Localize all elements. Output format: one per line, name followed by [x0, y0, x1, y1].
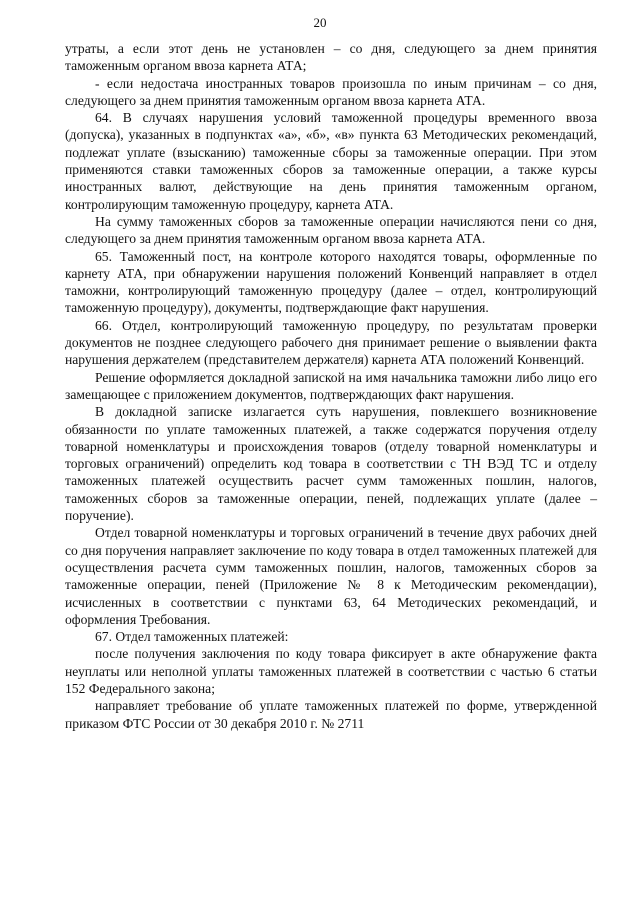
paragraph: Отдел товарной номенклатуры и торговых ограничений в течение двух рабочих дней со дня поручения направляет заключение по коду товара в отдел таможенных платежей для осуществления расчета сумм таможенных пошлин, налогов, таможенных сборов за таможенные операции, пеней (Приложение № 8 к Методическим рекомендации), исчисленных в соответствии с пунктами 63, 64 Методических рекомендаций, и оформления Требования.	[65, 525, 597, 627]
paragraph: 65. Таможенный пост, на контроле которого находятся товары, оформленные по карнету АТА, при обнаружении нарушения положений Конвенций направляет в отдел таможни, контролирующий таможенную процедуру (далее – отдел, контролирующий таможенную процедуру), документы, подтверждающие факт нарушения.	[65, 248, 597, 316]
paragraph: На сумму таможенных сборов за таможенные операции начисляются пени со дня, следующего за днем принятия таможенным органом ввоза карнета АТА.	[65, 213, 597, 247]
paragraph: направляет требование об уплате таможенных платежей по форме, утвержденной приказом ФТС России от 30 декабря 2010 г. № 2711	[65, 698, 597, 731]
page-number: 20	[313, 15, 327, 30]
paragraph: утраты, а если этот день не установлен – со дня, следующего за днем принятия таможенным органом ввоза карнета АТА;	[65, 41, 597, 74]
paragraph: 64. В случаях нарушения условий таможенной процедуры временного ввоза (допуска), указанных в подпунктах «а», «б», «в» пункта 63 Методических рекомендаций, подлежат уплате (взысканию) таможенные сборы за таможенные операции. При этом применяются ставки таможенных сборов за таможенные операции, а также курсы иностранных валют, действующие на день принятия таможенным органом, контролирующим таможенную процедуру, карнета АТА.	[65, 110, 597, 212]
paragraph: В докладной записке излагается суть нарушения, повлекшего возникновение обязанности по уплате таможенных платежей, а также содержатся поручения отделу товарной номенклатуры и происхождения товаров (отделу товарной номенклатуры и торговых ограничений) определить код товара в соответствии с ТН ВЭД ТС и отделу таможенных платежей осуществить расчет сумм таможенных пошлин, налогов, таможенных сборов за таможенные операции, пеней, подлежащих уплате (далее – поручение).	[65, 404, 597, 524]
document-body	[65, 40, 597, 732]
paragraph: после получения заключения по коду товара фиксирует в акте обнаружение факта неуплаты или неполной уплаты таможенных платежей в соответствии с частью 6 статьи 152 Федерального закона;	[65, 646, 597, 696]
paragraph: 66. Отдел, контролирующий таможенную процедуру, по результатам проверки документов не позднее следующего рабочего дня принимает решение о выявлении факта нарушения держателем (представителем держателя) карнета АТА положений Конвенций.	[65, 317, 597, 368]
paragraph: - если недостача иностранных товаров произошла по иным причинам – со дня, следующего за днем принятия таможенным органом ввоза карнета АТА.	[65, 75, 597, 108]
paragraph: 67. Отдел таможенных платежей:	[95, 629, 289, 645]
paragraph: Решение оформляется докладной запиской на имя начальника таможни либо лицо его замещающее с приложением документов, подтверждающих факт нарушения.	[65, 369, 597, 402]
